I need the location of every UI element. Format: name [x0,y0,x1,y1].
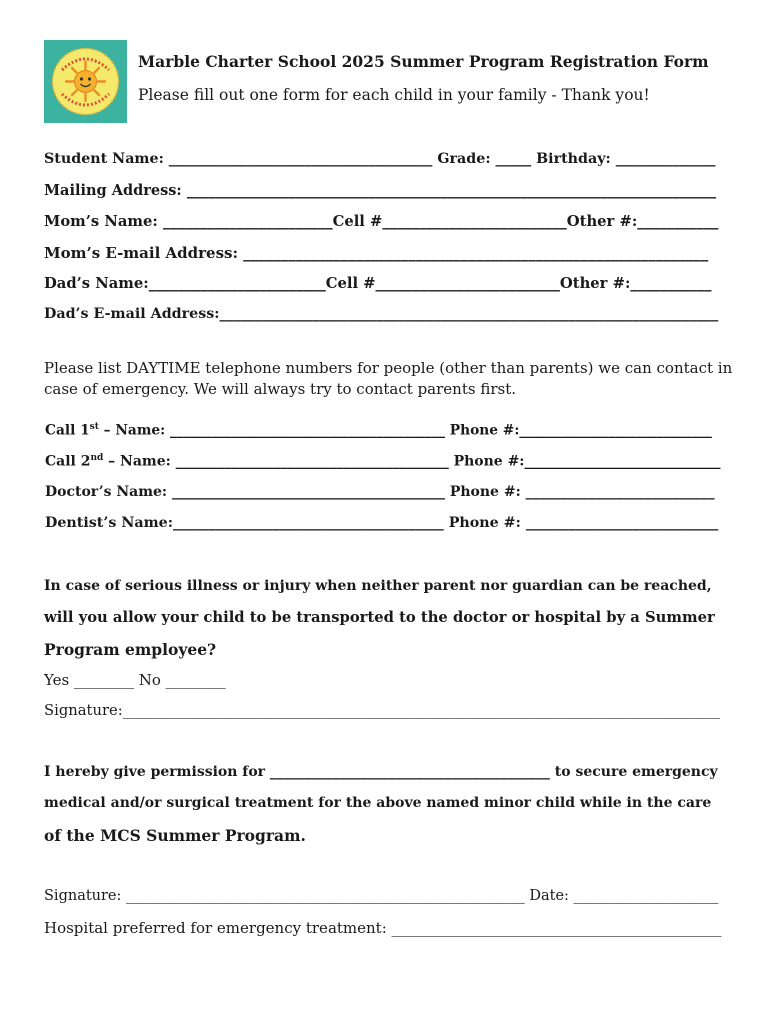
sun-logo-icon [44,40,127,123]
treatment-signature-date-field[interactable]: Signature: _______________________________________________________ Date: ____________________ [44,888,719,904]
treatment-permission-line-1[interactable]: I hereby give permission for ________________________________________ to secure emergency [44,764,718,780]
doctor-field[interactable]: Doctor’s Name: _______________________________________ Phone #: ___________________________ [45,484,715,500]
emergency-contact-1-field[interactable] [45,422,712,439]
moms-name-field[interactable]: Mom’s Name: _______________________Cell #_________________________Other #:___________ [44,213,719,230]
transport-question-line-3: Program employee? [44,640,217,659]
call2-sup: nd [90,453,104,463]
emergency-instructions-line-2: case of emergency. We will always try to contact parents first. [44,380,516,398]
preferred-hospital-field[interactable]: Hospital preferred for emergency treatment: ____________________________________________ [44,919,722,937]
treatment-permission-line-2: medical and/or surgical treatment for the above named minor child while in the care [44,795,712,811]
moms-email-field[interactable]: Mom’s E-mail Address: ______________________________________________________________ [44,244,709,262]
school-logo [44,40,127,123]
call2-prefix: Call 2 [45,453,91,470]
dads-name-field[interactable]: Dad’s Name:________________________Cell #_________________________Other #:___________ [44,275,712,292]
form-subtitle: Please fill out one form for each child in your family - Thank you! [138,86,650,104]
transport-question-line-1: In case of serious illness or injury when neither parent nor guardian can be reached, [44,578,712,594]
transport-question-line-2: will you allow your child to be transported to the doctor or hospital by a Summer [44,609,715,626]
call2-rest: – Name: _______________________________________ Phone #:____________________________ [103,453,721,470]
dentist-field[interactable]: Dentist’s Name:______________________________________ Phone #: ___________________________ [45,515,719,531]
emergency-contact-2-field[interactable] [45,453,720,470]
call1-prefix: Call 1 [45,422,90,439]
call1-sup: st [89,422,99,432]
treatment-permission-line-3: of the MCS Summer Program. [44,826,306,845]
form-title: Marble Charter School 2025 Summer Program Registration Form [138,52,709,71]
mailing-address-field[interactable]: Mailing Address: _________________________________________________________________________ [44,182,717,199]
dads-email-field[interactable]: Dad’s E-mail Address:______________________________________________________________________ [44,306,719,322]
emergency-instructions [44,358,733,400]
call1-rest: – Name: ________________________________________ Phone #:____________________________ [98,422,712,439]
transport-yes-no-field[interactable]: Yes ________ No ________ [44,671,226,689]
emergency-instructions-line-1: Please list DAYTIME telephone numbers for people (other than parents) we can contact in [44,359,733,377]
student-name-field[interactable]: Student Name: _____________________________________ Grade: _____ Birthday: ______________ [44,151,716,167]
transport-signature-field[interactable]: Signature:_________________________________________________________________________________ [44,702,721,719]
